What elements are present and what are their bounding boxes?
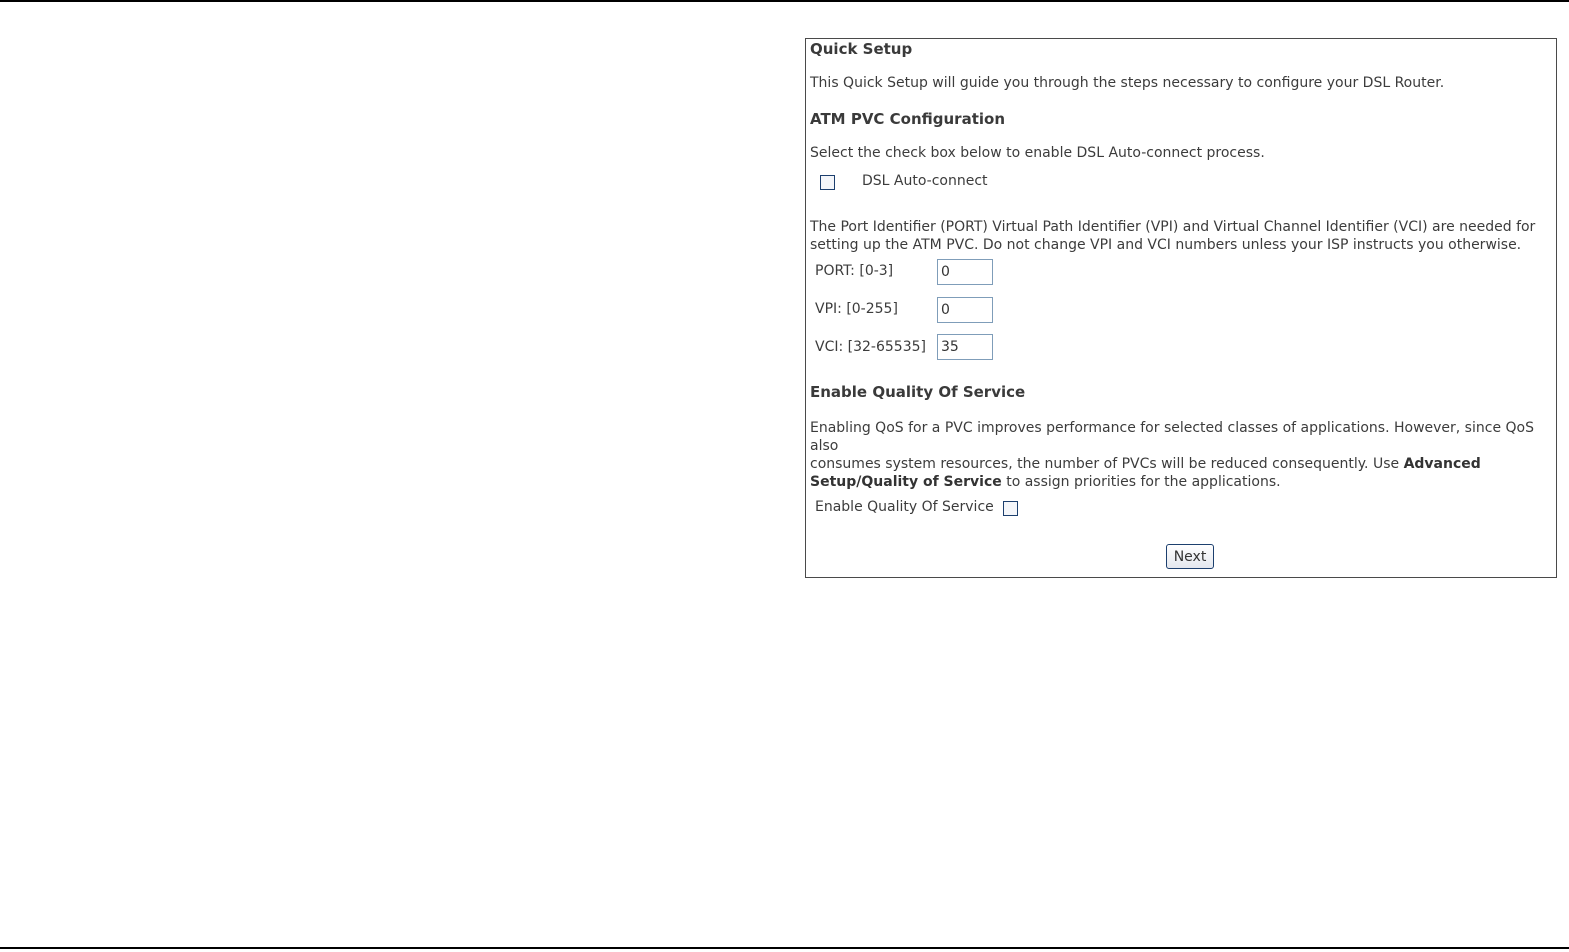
qos-help-text [810,419,1552,491]
vpi-label: VPI: [0-255] [815,301,898,317]
vpi-input[interactable] [937,297,993,323]
dsl-auto-connect-label: DSL Auto-connect [862,173,988,189]
qos-heading: Enable Quality Of Service [810,383,1026,401]
qos-help-line2-text: consumes system resources, the number of PVCs will be reduced consequently. Use [810,456,1404,472]
vci-input[interactable] [937,334,993,360]
intro-text: This Quick Setup will guide you through the steps necessary to configure your DSL Router. [810,75,1445,91]
top-rule [0,0,1569,2]
page-title: Quick Setup [810,40,913,58]
quick-setup-panel [805,38,1557,578]
qos-help-line1: Enabling QoS for a PVC improves performance for selected classes of applications. However, since QoS also [810,420,1534,454]
pvc-help-text [810,218,1552,254]
qos-checkbox-label: Enable Quality Of Service [815,499,994,515]
qos-help-link-advanced: Advanced [1403,456,1481,472]
dsl-auto-connect-checkbox[interactable] [820,175,835,190]
qos-help-line3 [810,473,1552,491]
pvc-help-line2: setting up the ATM PVC. Do not change VPI and VCI numbers unless your ISP instructs you otherwise. [810,237,1522,253]
port-label: PORT: [0-3] [815,263,894,279]
port-input[interactable] [937,259,993,285]
qos-help-link-setup: Setup/Quality of Service [810,474,1002,490]
atm-pvc-heading: ATM PVC Configuration [810,110,1005,128]
bottom-rule [0,947,1569,949]
qos-help-line2 [810,455,1552,473]
checkbox-instruction: Select the check box below to enable DSL Auto-connect process. [810,145,1265,161]
vci-label: VCI: [32-65535] [815,339,926,355]
qos-checkbox[interactable] [1003,501,1018,516]
next-button[interactable]: Next [1166,544,1214,569]
pvc-help-line1: The Port Identifier (PORT) Virtual Path Identifier (VPI) and Virtual Channel Identifier (VCI) are needed for [810,219,1536,235]
qos-help-line3-text: to assign priorities for the applications. [1001,474,1281,490]
